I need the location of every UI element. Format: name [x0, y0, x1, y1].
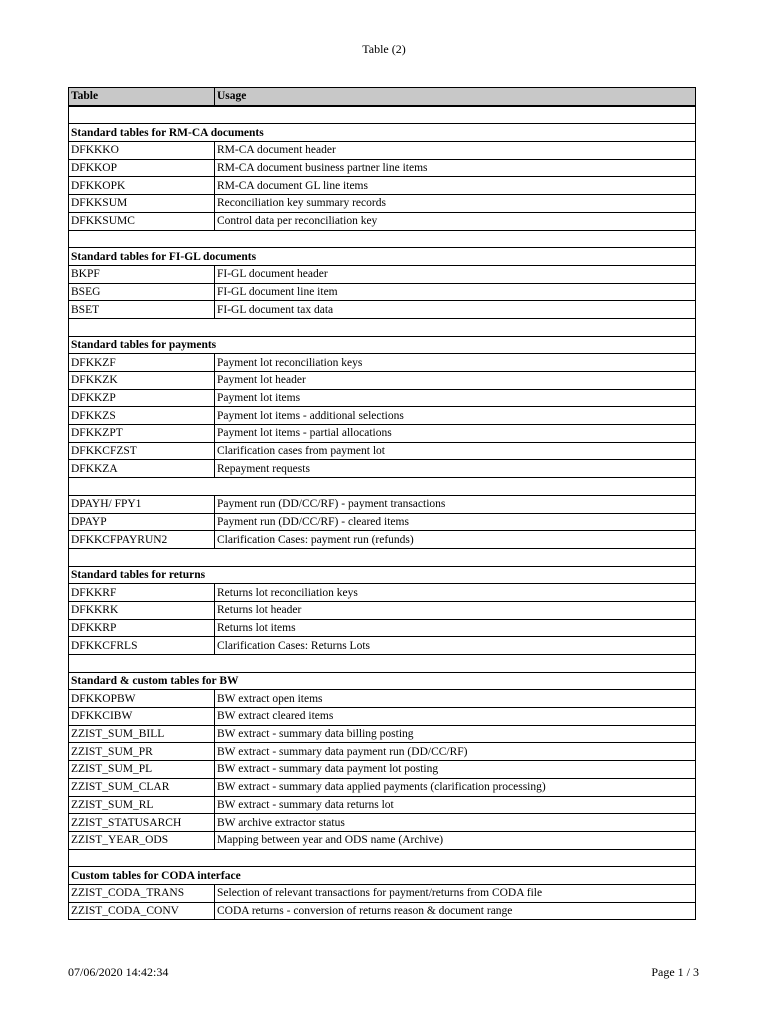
usage-cell: RM-CA document header	[215, 142, 696, 160]
blank-cell	[69, 849, 696, 867]
usage-cell: Clarification Cases: Returns Lots	[215, 637, 696, 655]
usage-cell: Returns lot header	[215, 601, 696, 619]
table-row	[69, 442, 696, 460]
usage-cell: RM-CA document GL line items	[215, 177, 696, 195]
table-row	[69, 389, 696, 407]
usage-cell: Clarification cases from payment lot	[215, 442, 696, 460]
table-row	[69, 725, 696, 743]
blank-row	[69, 106, 696, 124]
table-row	[69, 531, 696, 549]
blank-row	[69, 230, 696, 248]
table-name-cell: ZZIST_CODA_CONV	[69, 902, 215, 920]
table-name-cell: DFKKZA	[69, 460, 215, 478]
table-name-cell: BSEG	[69, 283, 215, 301]
page-title: Table (2)	[362, 42, 406, 56]
table-row	[69, 283, 696, 301]
table-row	[69, 354, 696, 372]
usage-cell: Repayment requests	[215, 460, 696, 478]
table-row	[69, 584, 696, 602]
table-name-cell: DFKKOPK	[69, 177, 215, 195]
table-row	[69, 301, 696, 319]
table-row	[69, 513, 696, 531]
section-label: Standard tables for RM-CA documents	[69, 124, 696, 142]
table-name-cell: DFKKSUM	[69, 195, 215, 213]
table-row	[69, 425, 696, 443]
section-row	[69, 867, 696, 885]
table-name-cell: DFKKCFZST	[69, 442, 215, 460]
table-name-cell: DPAYP	[69, 513, 215, 531]
blank-row	[69, 478, 696, 496]
table-name-cell: DFKKCIBW	[69, 708, 215, 726]
blank-cell	[69, 548, 696, 566]
table-name-cell: ZZIST_SUM_RL	[69, 796, 215, 814]
usage-cell: BW archive extractor status	[215, 814, 696, 832]
table-name-cell: DFKKRP	[69, 619, 215, 637]
table-name-cell: DFKKSUMC	[69, 212, 215, 230]
table-row	[69, 831, 696, 849]
section-label: Standard & custom tables for BW	[69, 672, 696, 690]
table-row	[69, 265, 696, 283]
usage-cell: FI-GL document line item	[215, 283, 696, 301]
usage-cell: Clarification Cases: payment run (refunds)	[215, 531, 696, 549]
usage-cell: Reconciliation key summary records	[215, 195, 696, 213]
blank-row	[69, 548, 696, 566]
section-row	[69, 248, 696, 266]
usage-cell: BW extract open items	[215, 690, 696, 708]
table-row	[69, 212, 696, 230]
table-name-cell: DFKKZP	[69, 389, 215, 407]
table-row	[69, 884, 696, 902]
usage-cell: RM-CA document business partner line items	[215, 159, 696, 177]
table-row	[69, 778, 696, 796]
usage-cell: Payment lot items	[215, 389, 696, 407]
table-name-cell: DPAYH/ FPY1	[69, 495, 215, 513]
section-label: Custom tables for CODA interface	[69, 867, 696, 885]
usage-cell: BW extract cleared items	[215, 708, 696, 726]
blank-row	[69, 655, 696, 673]
table-name-cell: DFKKKO	[69, 142, 215, 160]
usage-cell: Returns lot items	[215, 619, 696, 637]
usage-cell: FI-GL document header	[215, 265, 696, 283]
usage-cell: BW extract - summary data billing posting	[215, 725, 696, 743]
blank-row	[69, 849, 696, 867]
blank-row	[69, 318, 696, 336]
column-header-table: Table	[69, 88, 215, 106]
footer-timestamp: 07/06/2020 14:42:34	[68, 965, 169, 979]
table-row	[69, 796, 696, 814]
usage-cell: BW extract - summary data payment run (DD/CC/RF)	[215, 743, 696, 761]
table-row	[69, 407, 696, 425]
footer-page-number: Page 1 / 3	[651, 965, 699, 979]
usage-cell: Mapping between year and ODS name (Archive)	[215, 831, 696, 849]
usage-cell: FI-GL document tax data	[215, 301, 696, 319]
table-row	[69, 195, 696, 213]
table-name-cell: BSET	[69, 301, 215, 319]
table-row	[69, 495, 696, 513]
usage-cell: BW extract - summary data applied payments (clarification processing)	[215, 778, 696, 796]
blank-cell	[69, 106, 696, 124]
column-header-usage: Usage	[215, 88, 696, 106]
section-row	[69, 336, 696, 354]
section-row	[69, 672, 696, 690]
table-name-cell: DFKKRF	[69, 584, 215, 602]
usage-cell: CODA returns - conversion of returns reason & document range	[215, 902, 696, 920]
table-row	[69, 708, 696, 726]
table-row	[69, 743, 696, 761]
table-row	[69, 142, 696, 160]
table-row	[69, 177, 696, 195]
usage-cell: Payment run (DD/CC/RF) - cleared items	[215, 513, 696, 531]
table-row	[69, 601, 696, 619]
table-name-cell: ZZIST_YEAR_ODS	[69, 831, 215, 849]
table-name-cell: ZZIST_SUM_PR	[69, 743, 215, 761]
table-row	[69, 814, 696, 832]
table-name-cell: DFKKZK	[69, 372, 215, 390]
table-name-cell: ZZIST_SUM_BILL	[69, 725, 215, 743]
section-label: Standard tables for payments	[69, 336, 696, 354]
usage-cell: Selection of relevant transactions for payment/returns from CODA file	[215, 884, 696, 902]
table-name-cell: DFKKCFRLS	[69, 637, 215, 655]
usage-cell: Payment lot items - partial allocations	[215, 425, 696, 443]
table-name-cell: DFKKOPBW	[69, 690, 215, 708]
table-name-cell: DFKKZS	[69, 407, 215, 425]
table-row	[69, 372, 696, 390]
usage-cell: Payment lot items - additional selections	[215, 407, 696, 425]
table-name-cell: ZZIST_SUM_PL	[69, 761, 215, 779]
usage-cell: BW extract - summary data payment lot posting	[215, 761, 696, 779]
table-row	[69, 159, 696, 177]
section-label: Standard tables for returns	[69, 566, 696, 584]
table-name-cell: ZZIST_STATUSARCH	[69, 814, 215, 832]
table-name-cell: DFKKZPT	[69, 425, 215, 443]
section-label: Standard tables for FI-GL documents	[69, 248, 696, 266]
table-row	[69, 690, 696, 708]
usage-cell: Payment lot reconciliation keys	[215, 354, 696, 372]
table-name-cell: ZZIST_CODA_TRANS	[69, 884, 215, 902]
usage-cell: Payment lot header	[215, 372, 696, 390]
table-name-cell: DFKKZF	[69, 354, 215, 372]
section-row	[69, 566, 696, 584]
table-body	[69, 88, 696, 920]
usage-cell: BW extract - summary data returns lot	[215, 796, 696, 814]
table-header-row	[69, 88, 696, 106]
blank-cell	[69, 230, 696, 248]
table-row	[69, 637, 696, 655]
table-row	[69, 619, 696, 637]
table-row	[69, 902, 696, 920]
table-name-cell: DFKKCFPAYRUN2	[69, 531, 215, 549]
blank-cell	[69, 655, 696, 673]
tables-usage-table	[68, 87, 696, 920]
usage-cell: Control data per reconciliation key	[215, 212, 696, 230]
usage-cell: Returns lot reconciliation keys	[215, 584, 696, 602]
blank-cell	[69, 478, 696, 496]
table-row	[69, 761, 696, 779]
table-name-cell: DFKKOP	[69, 159, 215, 177]
section-row	[69, 124, 696, 142]
table-name-cell: BKPF	[69, 265, 215, 283]
table-name-cell: DFKKRK	[69, 601, 215, 619]
table-row	[69, 460, 696, 478]
usage-cell: Payment run (DD/CC/RF) - payment transactions	[215, 495, 696, 513]
blank-cell	[69, 318, 696, 336]
table-name-cell: ZZIST_SUM_CLAR	[69, 778, 215, 796]
